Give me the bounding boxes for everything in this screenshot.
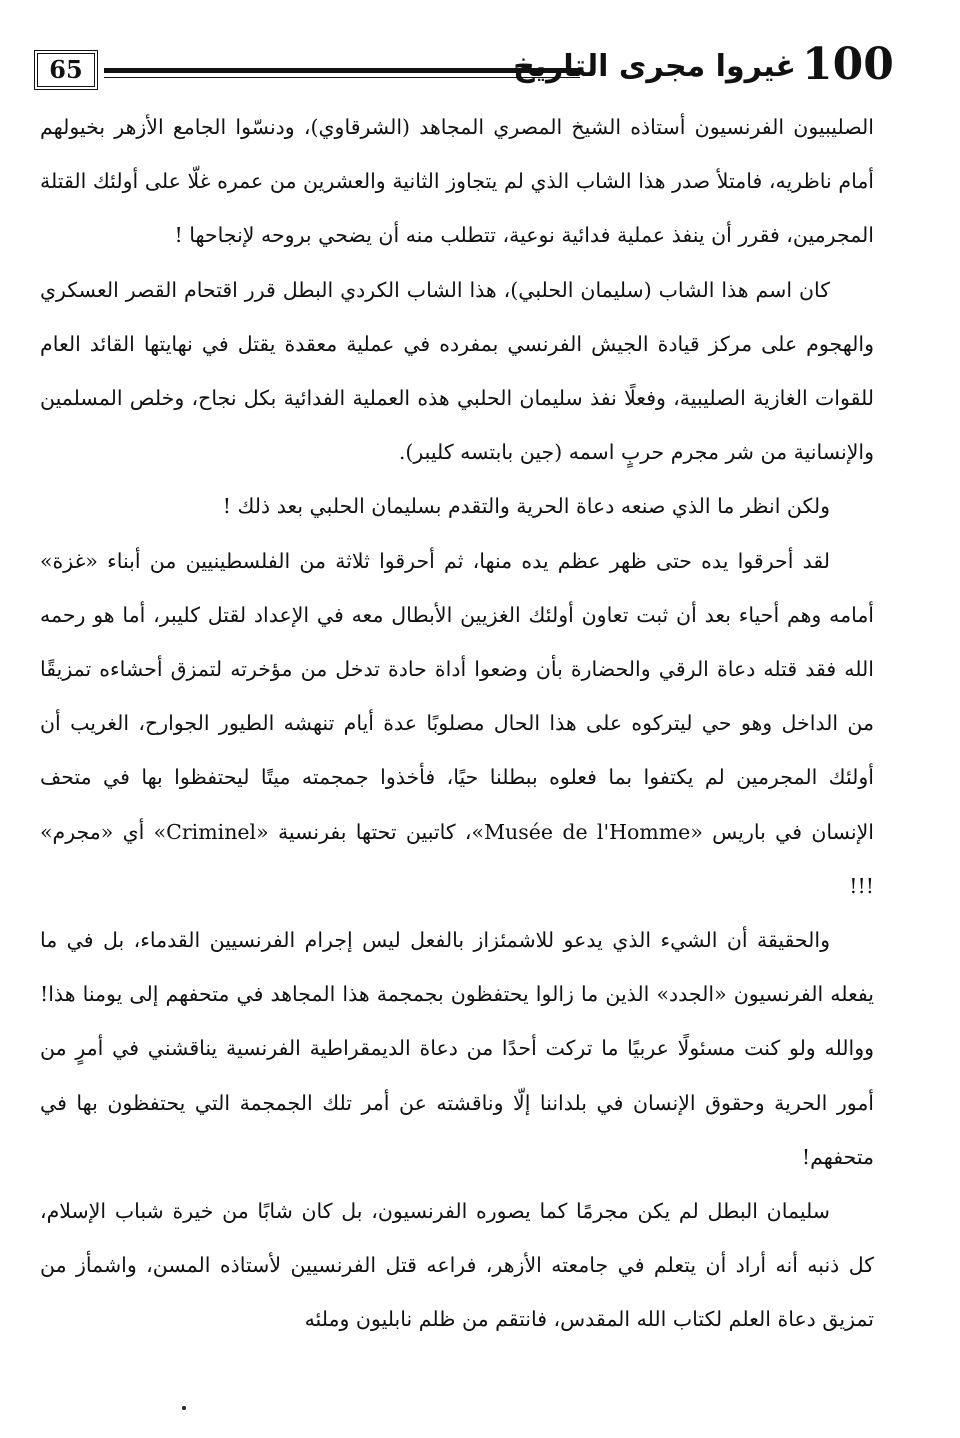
page-header bbox=[34, 38, 894, 94]
page-number-box: 65 bbox=[34, 50, 98, 90]
paragraph-4: لقد أحرقوا يده حتى ظهر عظم يده منها، ثم أحرقوا ثلاثة من الفلسطينيين من أبناء «غزة» أمامه وهم أحياء بعد أن ثبت تعاون أولئك الغزيين الأبطال معه في الإعداد لقتل كليبر، أما هو رحمه الله فقد قتله دعاة الرقي والحضارة بأن وضعوا أداة حادة تدخل من مؤخرته لتمزق أحشاءه تمزيقًا من الداخل وهو حي ليتركوه على هذا الحال مصلوبًا عدة أيام تنهشه الطيور الجوارح، الغريب أن أولئك المجرمين لم يكتفوا بما فعلوه ببطلنا حيًا، فأخذوا جمجمته ميتًا ليحتفظوا بها في متحف الإنسان في باريس «Musée de l'Homme»، كاتبين تحتها بفرنسية «Criminel» أي «مجرم» !!! bbox=[40, 548, 875, 898]
paragraph-2: كان اسم هذا الشاب (سليمان الحلبي)، هذا الشاب الكردي البطل قرر اقتحام القصر العسكري والهجوم على مركز قيادة الجيش الفرنسي بمفرده في عملية معقدة يقتل في نهايتها القائد العام للقوات الغازية الصليبية، وفعلًا نفذ سليمان الحلبي هذه العملية الفدائية بكل نجاح، وخلص المسلمين والإنسانية من شر مجرم حربٍ اسمه (جين بابتسه كليبر). bbox=[40, 277, 874, 465]
header-rule-thick bbox=[104, 68, 580, 73]
body-text bbox=[40, 100, 874, 1347]
scan-speck bbox=[182, 1406, 186, 1410]
header-rule-thin bbox=[104, 77, 580, 78]
paragraph-5: والحقيقة أن الشيء الذي يدعو للاشمئزاز بالفعل ليس إجرام الفرنسيين القدماء، بل في ما يفعله الفرنسيون «الجدد» الذين ما زالوا يحتفظون بجمجمة هذا المجاهد في متحفهم إلى يومنا هذا! ووالله ولو كنت مسئولًا عربيًا ما تركت أحدًا من دعاة الديمقراطية الفرنسية يناقشني في أمرٍ من أمور الحرية وحقوق الإنسان في بلداننا إلّا وناقشته عن أمر تلك الجمجمة التي يحتفظون بها في متحفهم! bbox=[40, 928, 874, 1169]
chapter-number: 100 bbox=[802, 39, 894, 90]
paragraph-3: ولكن انظر ما الذي صنعه دعاة الحرية والتقدم بسليمان الحلبي بعد ذلك ! bbox=[222, 494, 830, 519]
paragraph-6: سليمان البطل لم يكن مجرمًا كما يصوره الفرنسيون، بل كان شابًا من خيرة شباب الإسلام، كل ذنبه أنه أراد أن يتعلم في جامعته الأزهر، فراعه قتل الفرنسيين لأستاذه المسن، واشمأز من تمزيق دعاة العلم لكتاب الله المقدس، فانتقم من ظلم نابليون وملئه bbox=[40, 1199, 874, 1332]
book-title: غيروا مجرى التاريخ bbox=[513, 49, 796, 84]
paragraph-1: الصليبيون الفرنسيون أستاذه الشيخ المصري المجاهد (الشرقاوي)، ودنسّوا الجامع الأزهر بخيولهم أمام ناظريه، فامتلأ صدر هذا الشاب الذي لم يتجاوز الثانية والعشرين من عمره غلّا على أولئك القتلة المجرمين، فقرر أن ينفذ عملية فدائية نوعية، تتطلب منه أن يضحي بروحه لإنجاحها ! bbox=[40, 115, 874, 248]
